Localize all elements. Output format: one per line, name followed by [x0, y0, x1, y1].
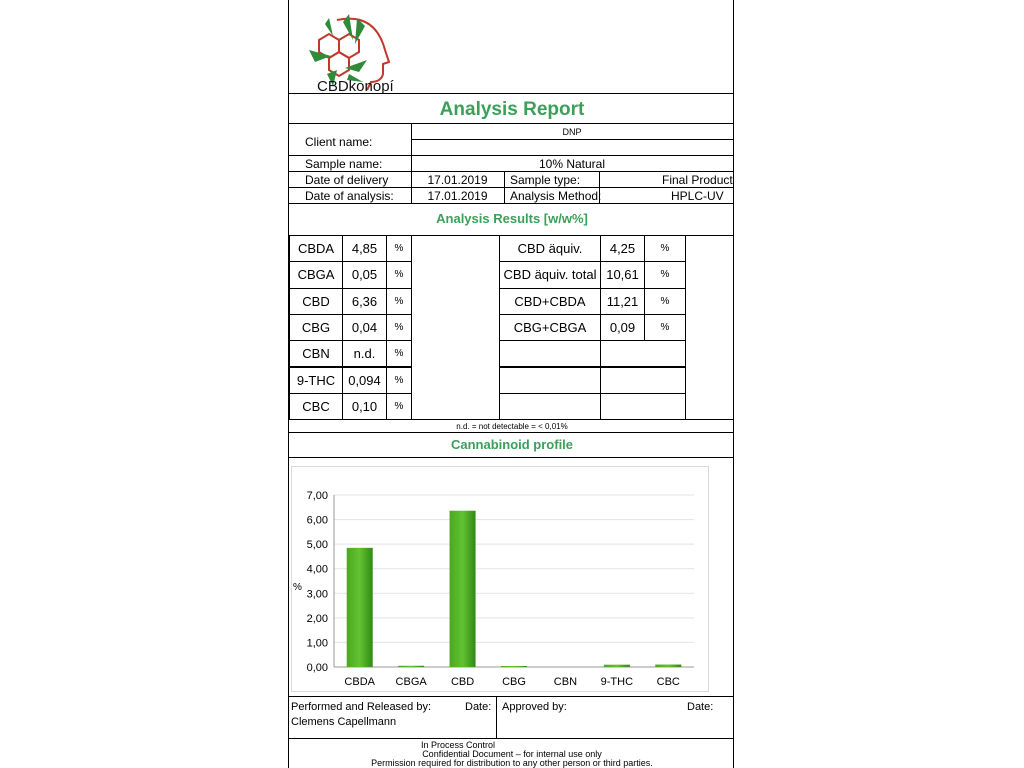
result-value-cell: 4,85 — [342, 235, 387, 262]
y-tick-label: 1,00 — [306, 637, 328, 650]
logo-text: CBDkonopí — [317, 78, 394, 95]
performed-by-name: Clemens Capellmann — [291, 716, 397, 728]
x-tick-label: CBD — [450, 676, 475, 688]
footer-line-3: Permission required for distribution to any other person or third parties. — [371, 758, 653, 768]
bar — [450, 511, 476, 667]
result-name-cell: CBD äquiv. — [499, 235, 601, 262]
result-name-cell: CBGA — [289, 261, 343, 288]
date-of-delivery-label: Date of delivery — [305, 173, 389, 187]
empty-cell — [499, 367, 601, 394]
result-name-cell: CBC — [289, 393, 343, 420]
footer-line-2: Confidential Document – for internal use only — [422, 749, 602, 759]
sample-type-label: Sample type: — [510, 173, 581, 187]
result-value-cell: 0,04 — [342, 314, 387, 341]
divider — [289, 93, 733, 94]
x-tick-label: CBGA — [395, 676, 427, 688]
date-of-analysis-value: 17.01.2019 — [427, 189, 488, 203]
x-tick-label: 9-THC — [600, 676, 634, 688]
result-name-cell: CBN — [289, 340, 343, 367]
result-name-cell: CBD äquiv. total — [499, 261, 601, 288]
footer-line-1: In Process Control — [421, 740, 496, 750]
result-unit-cell: % — [644, 235, 686, 262]
result-unit-cell: % — [386, 261, 412, 288]
result-value-cell: n.d. — [342, 340, 387, 367]
result-unit-cell: % — [644, 261, 686, 288]
result-value-cell: 6,36 — [342, 288, 387, 315]
result-unit-cell: % — [386, 367, 412, 394]
y-axis-label: % — [293, 582, 302, 593]
result-name-cell: CBD+CBDA — [499, 288, 601, 315]
client-name-value: DNP — [562, 127, 582, 137]
result-value-cell: 0,10 — [342, 393, 387, 420]
report-title: Analysis Report — [439, 99, 585, 120]
bar — [347, 548, 373, 667]
x-tick-label: CBC — [656, 676, 680, 688]
empty-cell — [600, 393, 686, 420]
performed-by-label: Performed and Released by: — [291, 701, 432, 713]
y-tick-label: 6,00 — [306, 514, 328, 527]
result-name-cell: CBG — [289, 314, 343, 341]
result-unit-cell: % — [386, 288, 412, 315]
y-tick-label: 0,00 — [306, 662, 328, 674]
result-unit-cell: % — [644, 288, 686, 315]
result-unit-cell: % — [386, 340, 412, 367]
bar — [501, 666, 527, 667]
not-detectable-note: n.d. = not detectable = < 0,01% — [456, 422, 568, 431]
analysis-method-value: HPLC-UV — [671, 189, 724, 203]
result-value-cell: 0,09 — [600, 314, 645, 341]
y-tick-label: 3,00 — [306, 588, 328, 601]
result-unit-cell: % — [386, 314, 412, 341]
sample-name-value: 10% Natural — [538, 157, 606, 171]
approved-by-label: Approved by: — [502, 701, 567, 713]
analysis-report-document — [288, 0, 734, 768]
result-name-cell: CBDA — [289, 235, 343, 262]
sample-type-value: Final Product — [662, 173, 733, 187]
empty-cell — [499, 393, 601, 420]
cannabinoid-bar-chart — [289, 466, 733, 696]
bar — [604, 665, 630, 667]
date-of-analysis-label: Date of analysis: — [305, 189, 394, 203]
bar — [398, 666, 424, 667]
result-name-cell: 9-THC — [289, 367, 343, 394]
result-value-cell: 10,61 — [600, 261, 645, 288]
x-tick-label: CBG — [502, 676, 526, 688]
x-tick-label: CBDA — [344, 676, 375, 688]
y-tick-label: 5,00 — [306, 539, 328, 552]
result-unit-cell: % — [644, 314, 686, 341]
result-unit-cell: % — [386, 393, 412, 420]
result-name-cell: CBD — [289, 288, 343, 315]
empty-cell — [600, 367, 686, 394]
x-tick-label: CBN — [553, 676, 578, 688]
result-value-cell: 0,05 — [342, 261, 387, 288]
performed-by-date-label: Date: — [465, 701, 492, 713]
result-unit-cell: % — [386, 235, 412, 262]
results-heading: Analysis Results [w/w%] — [436, 211, 588, 226]
client-name-label: Client name: — [305, 135, 373, 149]
result-value-cell: 0,094 — [342, 367, 387, 394]
y-tick-label: 7,00 — [306, 490, 328, 502]
result-value-cell: 4,25 — [600, 235, 645, 262]
empty-cell — [600, 340, 686, 367]
sample-name-label: Sample name: — [305, 157, 383, 171]
empty-cell — [499, 340, 601, 367]
analysis-method-label: Analysis Method: — [510, 189, 602, 203]
y-tick-label: 4,00 — [306, 563, 328, 576]
y-tick-label: 2,00 — [306, 612, 328, 625]
date-of-delivery-value: 17.01.2019 — [427, 173, 488, 187]
bar — [655, 665, 681, 667]
approved-by-date-label: Date: — [687, 701, 714, 713]
result-name-cell: CBG+CBGA — [499, 314, 601, 341]
profile-heading: Cannabinoid profile — [450, 437, 574, 452]
logo — [297, 10, 397, 96]
result-value-cell: 11,21 — [600, 288, 645, 315]
